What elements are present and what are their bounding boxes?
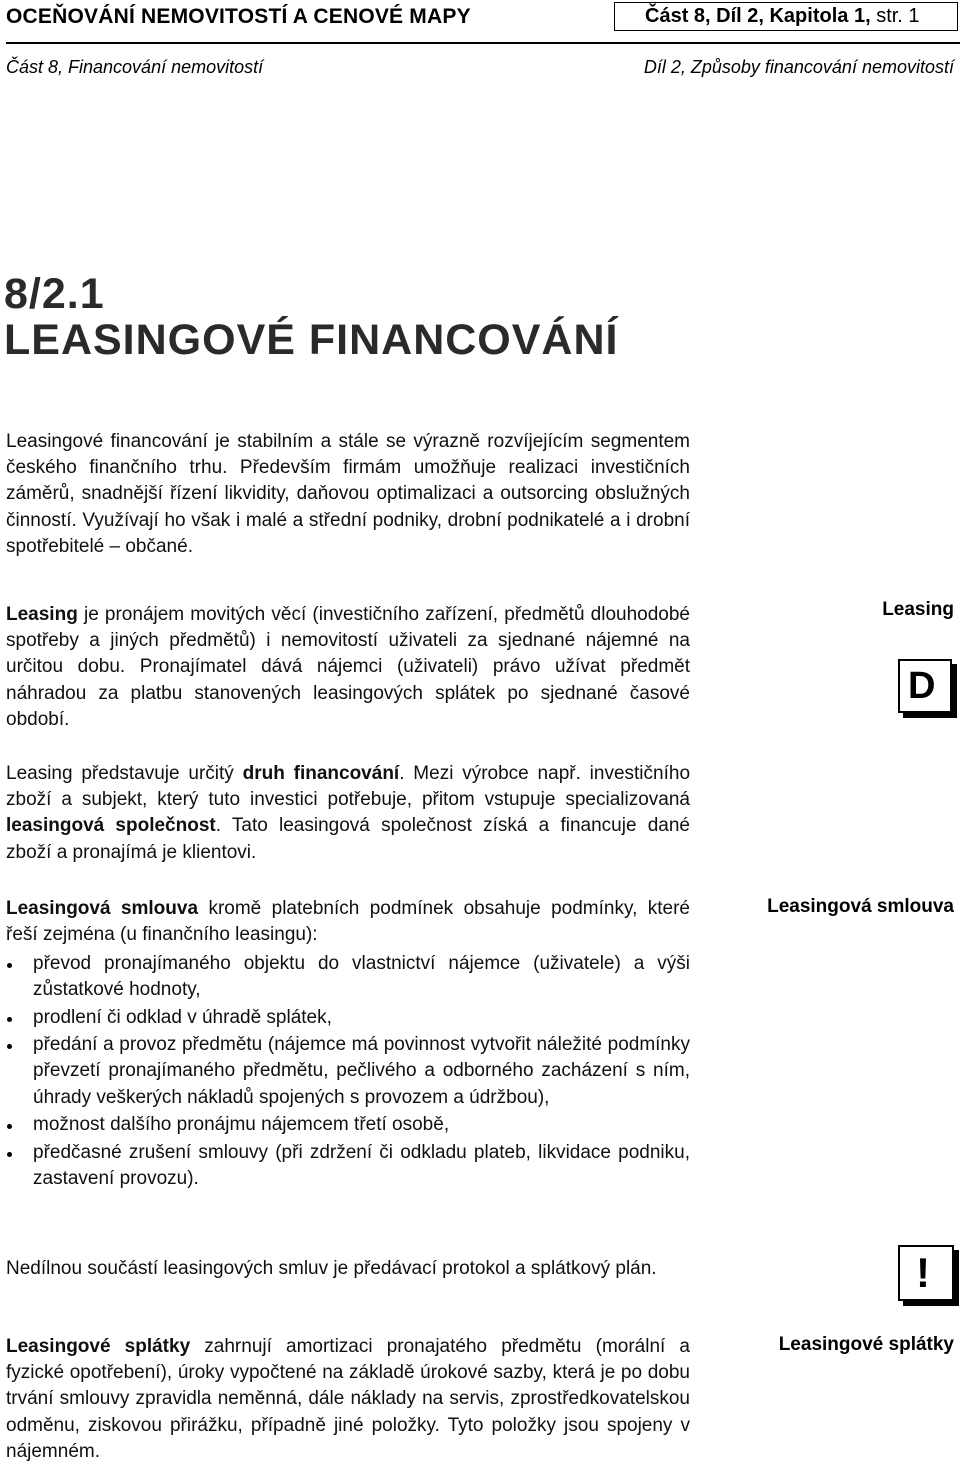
list-item: předčasné zrušení smlouvy (při zdržení či odkladu plateb, likvidace podniku, zastavení provozu). bbox=[6, 1140, 690, 1192]
leasing-type-paragraph bbox=[6, 761, 690, 866]
page-reference: Část 8, Díl 2, Kapitola 1, bbox=[645, 5, 871, 27]
definition-icon-letter: D bbox=[908, 665, 936, 707]
installments-text: zahrnují amortizaci pronajatého předmětu (morální a fyzické opotřebení), úroky vypočtené na základě úrokové sazby, která je po dobu trvání smlouvy zpravidla neměnná, dále náklady na servis, zprostředkovatelskou odměnu, ziskovou přirážku, případně jiné položky. Tyto položky jsou spojeny v nájemném. bbox=[6, 1336, 690, 1462]
section-label: Díl 2, Způsoby financování nemovitostí bbox=[643, 57, 954, 77]
leasing-definition-text: je pronájem movitých věcí (investičního zařízení, předmětů dlouhodobé spotřeby a jiných předmětů) i nemovitostí uživateli za sjednané nájemné na určitou dobu. Pronajímatel dává nájemci (uživateli) právo užívat předmět náhradou za platbu stanovených leasingových splátek po sjednané časové období. bbox=[6, 604, 690, 730]
margin-note-contract: Leasingová smlouva bbox=[767, 896, 954, 917]
leasing-company-term: leasingová společnost bbox=[6, 815, 216, 837]
part-label: Část 8, Financování nemovitostí bbox=[6, 57, 264, 77]
leasing-definition-paragraph bbox=[6, 602, 690, 733]
financing-type-term: druh financování bbox=[242, 763, 400, 784]
page-header bbox=[6, 0, 960, 34]
header-rule bbox=[6, 42, 960, 44]
list-item: převod pronajímaného objektu do vlastnictví nájemce (uživatele) a výši zůstatkové hodnoty, bbox=[6, 951, 690, 1003]
contract-conditions-list bbox=[6, 951, 690, 1193]
contract-term: Leasingová smlouva bbox=[6, 898, 199, 919]
contract-text: kromě platebních podmínek obsahuje podmínky, které řeší zejména (u finančního leasingu): bbox=[6, 898, 690, 946]
protocol-paragraph: Nedílnou součástí leasingových smluv je předávací protokol a splátkový plán. bbox=[6, 1258, 657, 1279]
page-number: str. 1 bbox=[876, 5, 920, 27]
page-reference-box bbox=[614, 2, 958, 31]
list-item: možnost dalšího pronájmu nájemcem třetí osobě, bbox=[6, 1112, 690, 1138]
warning-icon bbox=[898, 1245, 954, 1301]
leasing-type-text-1: Leasing představuje určitý bbox=[6, 763, 243, 784]
warning-icon-mark: ! bbox=[916, 1249, 930, 1296]
list-item: prodlení či odklad v úhradě splátek, bbox=[6, 1005, 690, 1031]
book-title: OCEŇOVÁNÍ NEMOVITOSTÍ A CENOVÉ MAPY bbox=[6, 5, 471, 28]
definition-icon bbox=[898, 659, 952, 713]
leasing-type-text-2: . Mezi výrobce např. investičního zboží a subjekt, který tuto investici potřebuje, přitom vstupuje specializovaná bbox=[6, 763, 691, 811]
installments-paragraph bbox=[6, 1334, 690, 1465]
leasing-term: Leasing bbox=[6, 604, 78, 625]
chapter-title: LEASINGOVÉ FINANCOVÁNÍ bbox=[4, 316, 619, 364]
contract-paragraph bbox=[6, 896, 690, 948]
list-item: předání a provoz předmětu (nájemce má povinnost vytvořit náležité podmínky převzetí pronajímaného předmětu, pečlivého a odborného zacházení s ním, úhrady veškerých nákladů spojených s provozem a údržbou), bbox=[6, 1032, 690, 1111]
margin-note-installments: Leasingové splátky bbox=[778, 1334, 954, 1355]
leasing-type-text-3: . Tato leasingová společnost získá a financuje dané zboží a pronajímá je klientovi. bbox=[6, 815, 690, 863]
chapter-number: 8/2.1 bbox=[4, 270, 105, 318]
margin-note-leasing: Leasing bbox=[882, 599, 954, 620]
installments-term: Leasingové splátky bbox=[6, 1336, 191, 1357]
intro-paragraph: Leasingové financování je stabilním a stále se výrazně rozvíjejícím segmentem českého finančního trhu. Především firmám umožňuje realizaci investičních záměrů, snadnější řízení likvidity, daňovou optimalizaci a outsorcing obslužných činností. Využívají ho však i malé a střední podniky, drobní podnikatelé a i drobní spotřebitelé – občané. bbox=[6, 431, 690, 557]
